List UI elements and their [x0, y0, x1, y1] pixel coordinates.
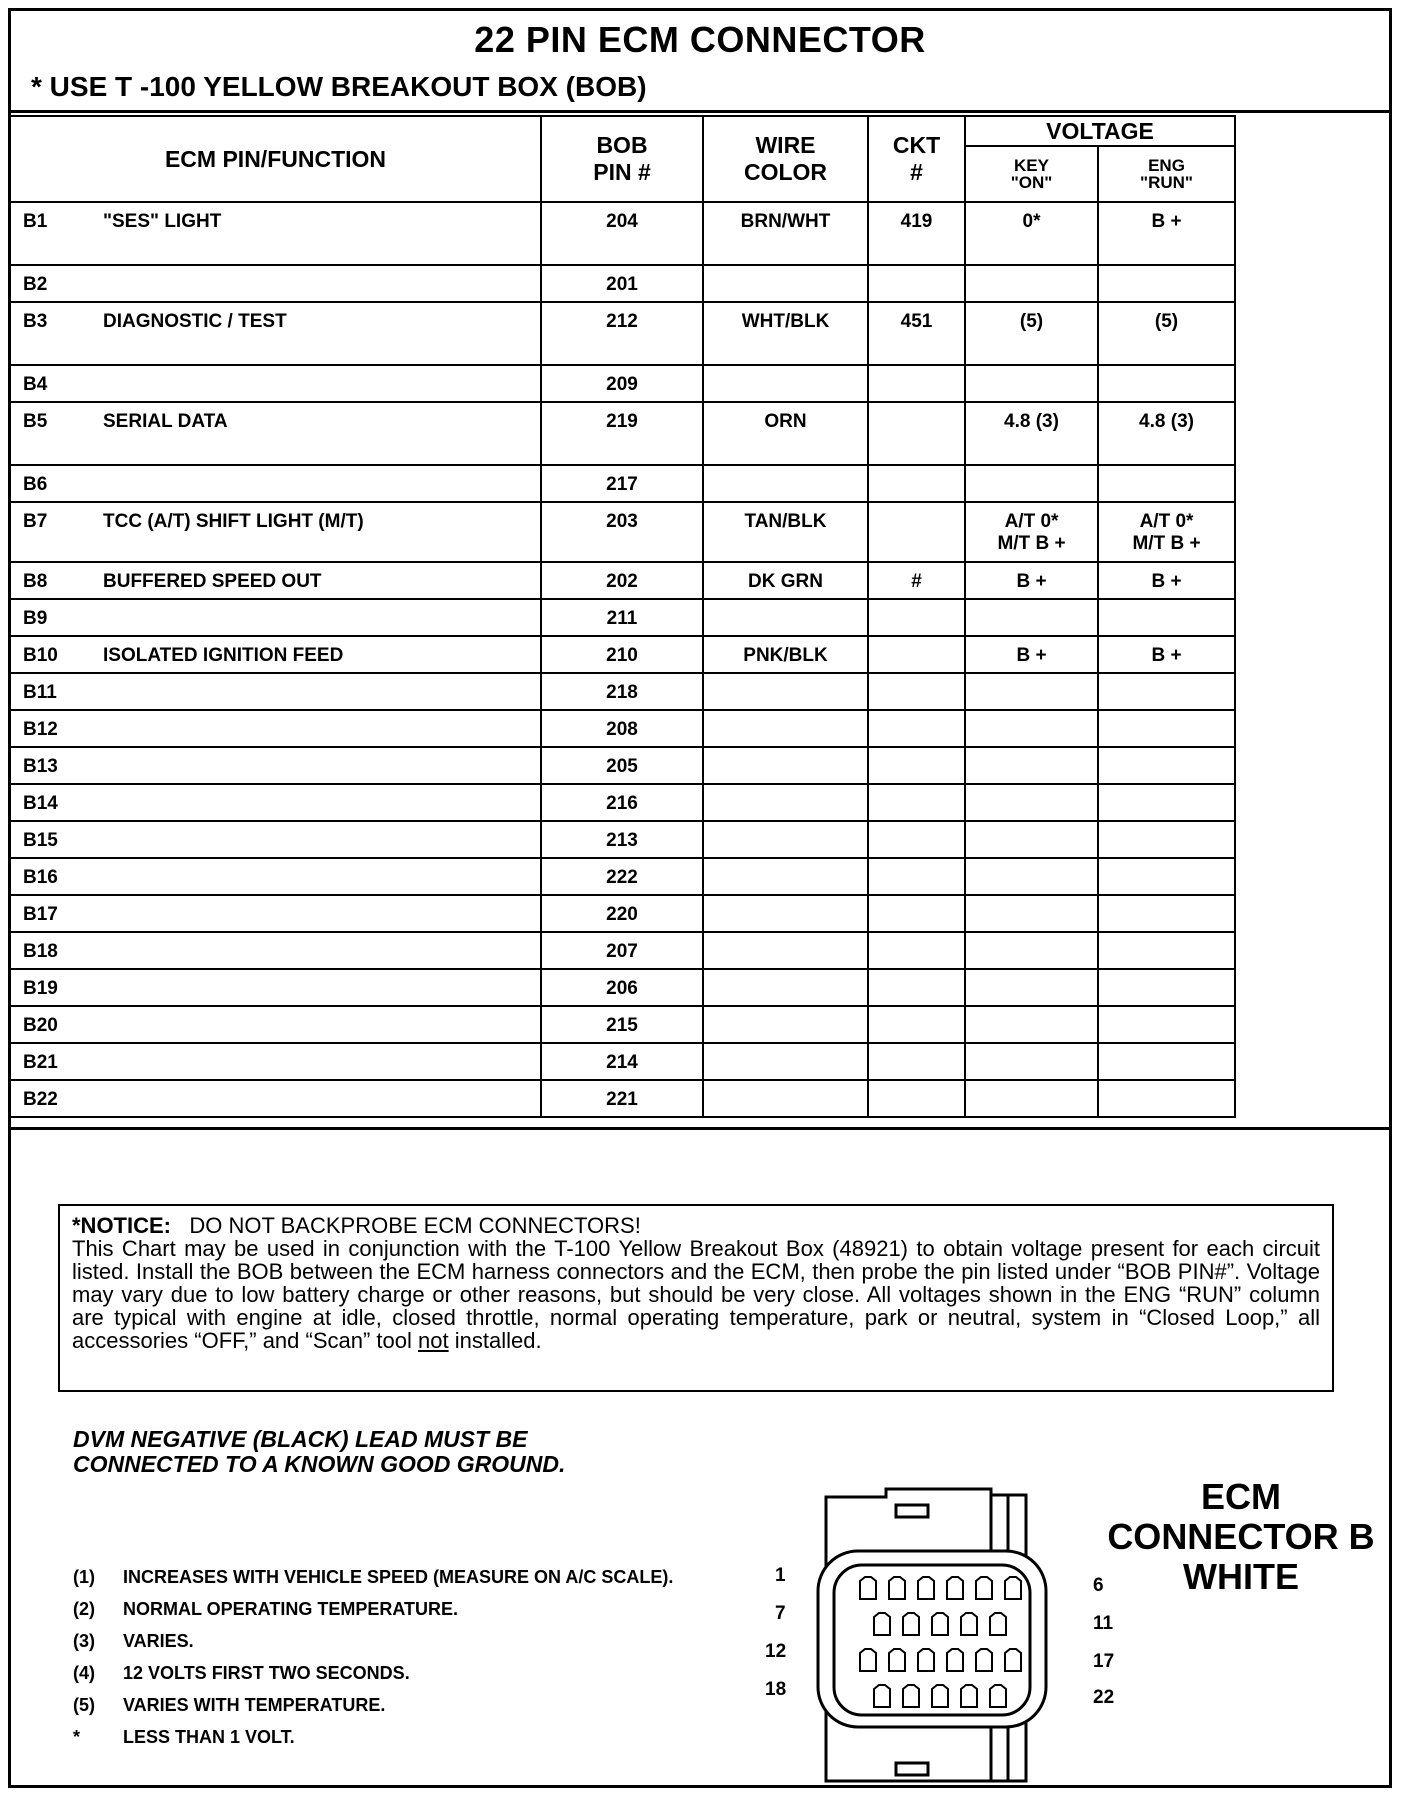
wire-color [703, 1080, 868, 1117]
voltage-key-on [965, 1043, 1098, 1080]
pin-id: B8 [23, 571, 48, 592]
pin-id: B2 [23, 274, 48, 295]
pin-row [11, 365, 1235, 402]
pin-id: B5 [23, 411, 48, 432]
wire-color: WHT/BLK [703, 302, 868, 365]
pin-function-cell [11, 1080, 541, 1117]
circuit-number [868, 932, 965, 969]
pin-function-cell [11, 365, 541, 402]
pin-function: ISOLATED IGNITION FEED [103, 645, 344, 666]
pin-row [11, 747, 1235, 784]
wire-color [703, 895, 868, 932]
circuit-number [868, 402, 965, 465]
header-wire-color: WIRE COLOR [703, 116, 868, 202]
voltage-key-on: A/T 0* M/T B + [965, 502, 1098, 562]
wire-color [703, 784, 868, 821]
voltage-eng-run: B + [1098, 202, 1235, 265]
pin-function-cell [11, 784, 541, 821]
pin-function-cell [11, 710, 541, 747]
circuit-number [868, 1043, 965, 1080]
voltage-key-on [965, 673, 1098, 710]
voltage-key-on [965, 599, 1098, 636]
page-title: 22 PIN ECM CONNECTOR [474, 19, 926, 60]
wire-color [703, 599, 868, 636]
bob-pin: 206 [541, 969, 703, 1006]
voltage-key-on: 0* [965, 202, 1098, 265]
wire-color [703, 747, 868, 784]
bob-pin: 218 [541, 673, 703, 710]
header-function: ECM PIN/FUNCTION [11, 116, 541, 202]
bob-pin: 217 [541, 465, 703, 502]
pin-function: "SES" LIGHT [103, 211, 222, 232]
footnote: (4) 12 VOLTS FIRST TWO SECONDS. [73, 1663, 410, 1683]
pin-id: B16 [23, 867, 58, 888]
pin-function: DIAGNOSTIC / TEST [103, 311, 287, 332]
wire-color: TAN/BLK [703, 502, 868, 562]
voltage-key-on [965, 784, 1098, 821]
circuit-number [868, 465, 965, 502]
pin-row [11, 1006, 1235, 1043]
pin-function-cell [11, 1043, 541, 1080]
voltage-eng-run [1098, 969, 1235, 1006]
bob-pin: 221 [541, 1080, 703, 1117]
dvm-warning: DVM NEGATIVE (BLACK) LEAD MUST BE CONNECTED TO A KNOWN GOOD GROUND. [73, 1426, 566, 1477]
notice-heading: *NOTICE: [72, 1213, 171, 1238]
connector-pin-label: 12 [765, 1641, 787, 1662]
connector-pin-label: 17 [1093, 1651, 1115, 1672]
bob-pin: 215 [541, 1006, 703, 1043]
pin-function-cell [11, 858, 541, 895]
connector-pin-label: 11 [1093, 1613, 1114, 1634]
pin-id: B13 [23, 756, 58, 777]
footnote: (1) INCREASES WITH VEHICLE SPEED (MEASURE ON A/C SCALE). [73, 1567, 674, 1587]
bob-pin: 211 [541, 599, 703, 636]
voltage-key-on: B + [965, 562, 1098, 599]
pin-table [11, 115, 1236, 1118]
voltage-key-on [965, 858, 1098, 895]
pin-function-cell [11, 969, 541, 1006]
pin-row [11, 673, 1235, 710]
pin-id: B9 [23, 608, 48, 629]
pin-id: B11 [23, 682, 57, 703]
wire-color [703, 710, 868, 747]
voltage-eng-run: A/T 0* M/T B + [1098, 502, 1235, 562]
wire-color [703, 1006, 868, 1043]
circuit-number: 419 [868, 202, 965, 265]
header-key-on: KEY "ON" [965, 146, 1098, 202]
bob-pin: 216 [541, 784, 703, 821]
title-divider [11, 110, 1389, 113]
page-subtitle: * USE T -100 YELLOW BREAKOUT BOX (BOB) [31, 71, 647, 102]
table-bottom-divider [11, 1127, 1389, 1130]
circuit-number [868, 710, 965, 747]
pin-id: B1 [23, 211, 48, 232]
circuit-number [868, 821, 965, 858]
pin-function-cell [11, 1006, 541, 1043]
pin-id: B12 [23, 719, 58, 740]
circuit-number [868, 969, 965, 1006]
footnote: * LESS THAN 1 VOLT. [73, 1727, 295, 1747]
voltage-eng-run [1098, 365, 1235, 402]
circuit-number [868, 784, 965, 821]
pin-id: B10 [23, 645, 58, 666]
ecm-connector-b-diagram [816, 1485, 1096, 1785]
wire-color [703, 365, 868, 402]
pin-id: B14 [23, 793, 58, 814]
connector-pin-label: 22 [1093, 1687, 1115, 1708]
voltage-key-on [965, 465, 1098, 502]
pin-id: B7 [23, 511, 48, 532]
bob-pin: 208 [541, 710, 703, 747]
pin-function-cell [11, 402, 541, 465]
wire-color [703, 1043, 868, 1080]
voltage-key-on [965, 969, 1098, 1006]
circuit-number: 451 [868, 302, 965, 365]
pin-row [11, 202, 1235, 265]
pin-id: B21 [23, 1052, 58, 1073]
voltage-eng-run [1098, 1006, 1235, 1043]
voltage-key-on [965, 895, 1098, 932]
voltage-key-on [965, 821, 1098, 858]
voltage-key-on [965, 365, 1098, 402]
bob-pin: 214 [541, 1043, 703, 1080]
voltage-eng-run: 4.8 (3) [1098, 402, 1235, 465]
connector-pin-label: 7 [775, 1603, 786, 1624]
wire-color [703, 821, 868, 858]
voltage-eng-run [1098, 784, 1235, 821]
footnote: (2) NORMAL OPERATING TEMPERATURE. [73, 1599, 459, 1619]
voltage-key-on [965, 747, 1098, 784]
pin-row [11, 784, 1235, 821]
bob-pin: 220 [541, 895, 703, 932]
circuit-number [868, 747, 965, 784]
voltage-eng-run [1098, 265, 1235, 302]
pin-function-cell [11, 502, 541, 562]
circuit-number [868, 858, 965, 895]
circuit-number [868, 365, 965, 402]
connector-pin-label: 18 [765, 1679, 787, 1700]
pin-function-cell [11, 636, 541, 673]
bob-pin: 213 [541, 821, 703, 858]
pin-id: B15 [23, 830, 58, 851]
voltage-key-on [965, 932, 1098, 969]
voltage-key-on [965, 710, 1098, 747]
pin-function-cell [11, 932, 541, 969]
wire-color [703, 265, 868, 302]
header-eng-run: ENG "RUN" [1098, 146, 1235, 202]
header-voltage: VOLTAGE [965, 116, 1235, 146]
pin-id: B18 [23, 941, 58, 962]
pin-row [11, 969, 1235, 1006]
pin-function-cell [11, 821, 541, 858]
pin-function-cell [11, 302, 541, 365]
voltage-eng-run [1098, 747, 1235, 784]
pin-row [11, 599, 1235, 636]
voltage-eng-run: B + [1098, 636, 1235, 673]
bob-pin: 219 [541, 402, 703, 465]
pin-row [11, 562, 1235, 599]
bob-pin: 204 [541, 202, 703, 265]
voltage-key-on: (5) [965, 302, 1098, 365]
voltage-eng-run: B + [1098, 562, 1235, 599]
voltage-eng-run [1098, 1043, 1235, 1080]
voltage-eng-run [1098, 599, 1235, 636]
voltage-key-on: 4.8 (3) [965, 402, 1098, 465]
wire-color: ORN [703, 402, 868, 465]
page-frame [8, 8, 1392, 1788]
voltage-eng-run: (5) [1098, 302, 1235, 365]
pin-id: B4 [23, 374, 48, 395]
pin-row [11, 265, 1235, 302]
circuit-number [868, 673, 965, 710]
wire-color [703, 465, 868, 502]
header-ckt: CKT # [868, 116, 965, 202]
pin-function-cell [11, 673, 541, 710]
connector-pin-label: 6 [1093, 1575, 1104, 1596]
voltage-eng-run [1098, 465, 1235, 502]
footnotes-list [73, 1567, 673, 1759]
wire-color [703, 673, 868, 710]
voltage-eng-run [1098, 895, 1235, 932]
wire-color [703, 932, 868, 969]
wire-color [703, 858, 868, 895]
bob-pin: 201 [541, 265, 703, 302]
pin-row [11, 1080, 1235, 1117]
pin-row [11, 1043, 1235, 1080]
pin-id: B22 [23, 1089, 58, 1110]
pin-row [11, 821, 1235, 858]
pin-row [11, 636, 1235, 673]
pin-function: TCC (A/T) SHIFT LIGHT (M/T) [103, 511, 364, 532]
pin-function-cell [11, 465, 541, 502]
pin-row [11, 895, 1235, 932]
voltage-eng-run [1098, 710, 1235, 747]
pin-row [11, 710, 1235, 747]
pin-function-cell [11, 599, 541, 636]
pin-function: SERIAL DATA [103, 411, 228, 432]
notice-underlined-word: not [418, 1328, 449, 1353]
voltage-key-on [965, 1006, 1098, 1043]
pin-function-cell [11, 202, 541, 265]
voltage-key-on [965, 1080, 1098, 1117]
pin-row [11, 465, 1235, 502]
circuit-number [868, 265, 965, 302]
pin-row [11, 302, 1235, 365]
bob-pin: 207 [541, 932, 703, 969]
circuit-number: # [868, 562, 965, 599]
voltage-eng-run [1098, 932, 1235, 969]
pin-row [11, 502, 1235, 562]
bob-pin: 203 [541, 502, 703, 562]
bob-pin: 212 [541, 302, 703, 365]
pin-function-cell [11, 265, 541, 302]
notice-body: This Chart may be used in conjunction with the T-100 Yellow Breakout Box (48921) to obtain voltage present for each circuit listed. Install the BOB between the ECM harness connectors and the ECM, then probe the pin listed under “BOB PIN#”. Voltage may vary due to low battery charge or other reasons, but should be very close. All voltages shown in the ENG “RUN” column are typical with engine at idle, closed throttle, normal operating temperature, park or neutral, system in “Closed Loop,” all accessories “OFF,” and “Scan” tool not installed. [72, 1236, 1320, 1353]
bob-pin: 202 [541, 562, 703, 599]
footnote: (5) VARIES WITH TEMPERATURE. [73, 1695, 386, 1715]
voltage-eng-run [1098, 1080, 1235, 1117]
bob-pin: 210 [541, 636, 703, 673]
footnote: (3) VARIES. [73, 1631, 194, 1651]
pin-id: B3 [23, 311, 48, 332]
pin-row [11, 932, 1235, 969]
connector-pin-label: 1 [775, 1565, 786, 1586]
circuit-number [868, 599, 965, 636]
voltage-eng-run [1098, 858, 1235, 895]
pin-id: B6 [23, 474, 48, 495]
voltage-eng-run [1098, 821, 1235, 858]
pin-id: B19 [23, 978, 58, 999]
voltage-key-on: B + [965, 636, 1098, 673]
pin-row [11, 402, 1235, 465]
connector-title: ECM CONNECTOR B WHITE [1107, 1476, 1375, 1597]
bob-pin: 222 [541, 858, 703, 895]
wire-color: BRN/WHT [703, 202, 868, 265]
circuit-number [868, 502, 965, 562]
pin-id: B20 [23, 1015, 58, 1036]
pin-function: BUFFERED SPEED OUT [103, 571, 322, 592]
wire-color [703, 969, 868, 1006]
voltage-key-on [965, 265, 1098, 302]
circuit-number [868, 1006, 965, 1043]
wire-color: DK GRN [703, 562, 868, 599]
bob-pin: 209 [541, 365, 703, 402]
notice-box [58, 1204, 1334, 1392]
header-bob-pin: BOB PIN # [541, 116, 703, 202]
notice-heading-text: DO NOT BACKPROBE ECM CONNECTORS! [189, 1213, 641, 1238]
pin-id: B17 [23, 904, 58, 925]
pin-function-cell [11, 747, 541, 784]
wire-color: PNK/BLK [703, 636, 868, 673]
pin-row [11, 858, 1235, 895]
circuit-number [868, 636, 965, 673]
circuit-number [868, 895, 965, 932]
pin-function-cell [11, 895, 541, 932]
circuit-number [868, 1080, 965, 1117]
voltage-eng-run [1098, 673, 1235, 710]
bob-pin: 205 [541, 747, 703, 784]
pin-function-cell [11, 562, 541, 599]
